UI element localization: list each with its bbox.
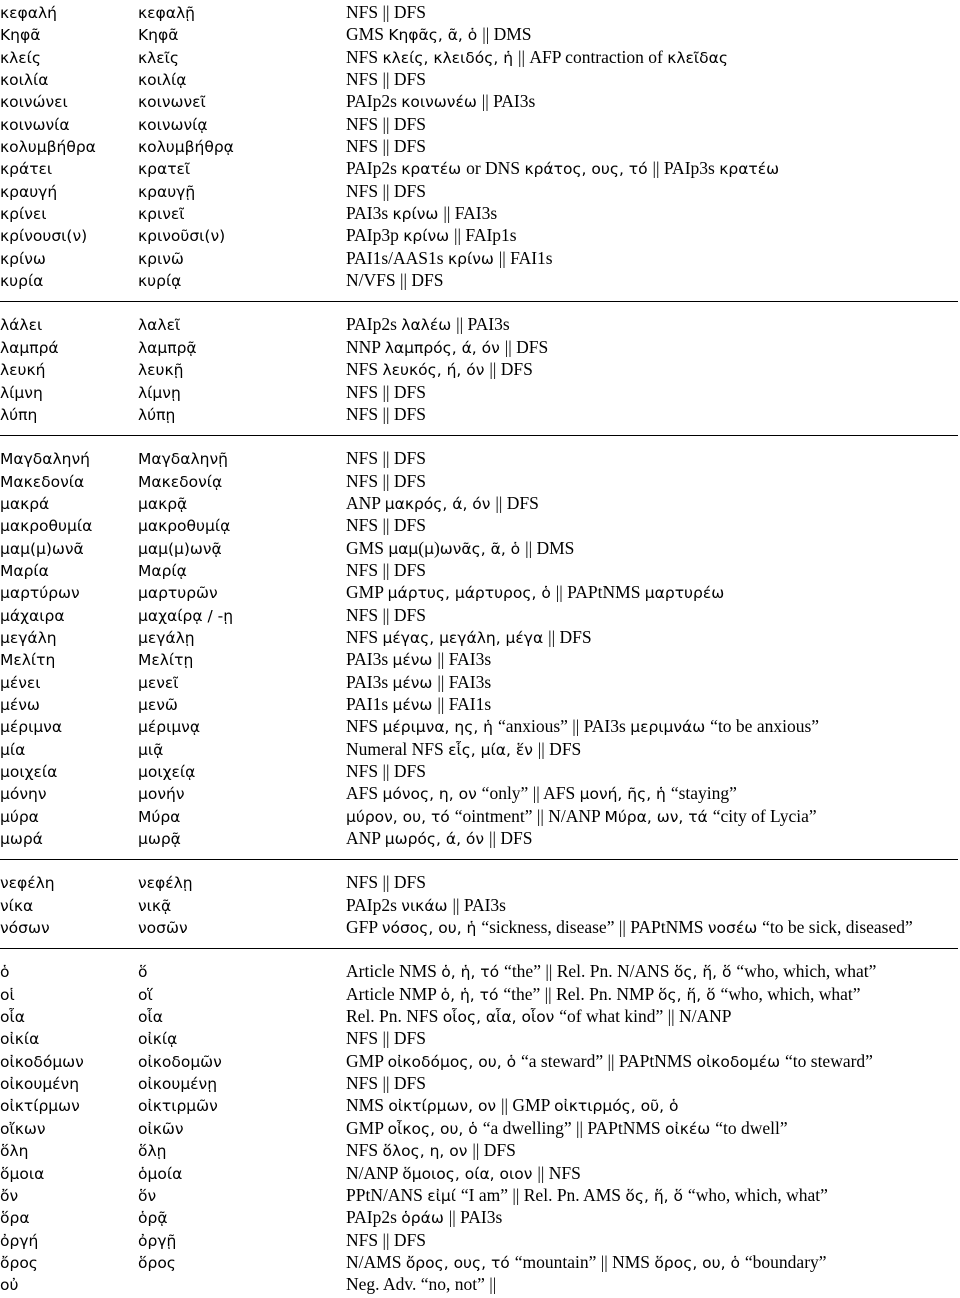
headword: μακρά	[0, 494, 50, 513]
parsing: Neg. Adv. “no, not” ||	[346, 1274, 497, 1295]
parsing: Article NMS ὁ, ἡ, τό “the” || Rel. Pn. N/ANS ὅς, ἥ, ὅ “who, which, what”	[346, 961, 877, 982]
headword: μοιχεία	[0, 763, 58, 781]
vocab-row	[0, 358, 960, 380]
accented-form: ὅν	[138, 1186, 157, 1205]
vocab-row	[0, 23, 960, 45]
vocab-row	[0, 1027, 960, 1049]
headword: οἰκοδόμων	[0, 1052, 84, 1071]
parsing: PAI3s μένω || FAI3s	[346, 649, 492, 670]
parsing: NFS μέριμνα, ης, ἡ “anxious” || PAI3s μεριμνάω “to be anxious”	[346, 716, 820, 737]
vocab-row	[0, 157, 960, 179]
accented-form: κρινεῖ	[138, 205, 185, 224]
vocab-row	[0, 135, 960, 157]
accented-form: οἷα	[138, 1008, 163, 1027]
vocab-row	[0, 916, 960, 938]
headword: μακροθυμία	[0, 517, 93, 536]
accented-form: οἰκουμένῃ	[138, 1075, 218, 1094]
vocab-row	[0, 1229, 960, 1251]
headword: μεγάλη	[0, 628, 57, 647]
accented-form: μιᾷ	[138, 740, 164, 759]
parsing: PPtN/ANS εἰμί “I am” || Rel. Pn. AMS ὅς, ἥ, ὅ “who, which, what”	[346, 1184, 828, 1205]
accented-form: οἰκῶν	[138, 1119, 184, 1138]
headword: Κηφᾶ	[0, 26, 41, 45]
vocab-row	[0, 1251, 960, 1273]
section-divider	[0, 435, 958, 436]
vocab-row	[0, 559, 960, 581]
headword: κράτει	[0, 160, 53, 179]
vocab-row	[0, 738, 960, 760]
parsing: PAIp2s κοινωνέω || PAI3s	[346, 91, 536, 112]
accented-form: κυρίᾳ	[138, 272, 182, 291]
parsing: NMS οἰκτίρμων, ον || GMP οἰκτιρμός, οῦ, ὁ	[346, 1095, 679, 1116]
vocab-row	[0, 648, 960, 670]
accented-form: κρινοῦσι(ν)	[138, 227, 226, 246]
parsing: Article NMP ὁ, ἡ, τό “the” || Rel. Pn. NMP ὅς, ἥ, ὅ “who, which, what”	[346, 983, 861, 1004]
vocab-row	[0, 604, 960, 626]
parsing: NFS ὅλος, η, ον || DFS	[346, 1140, 516, 1161]
accented-form: μαμ(μ)ωνᾷ	[138, 539, 222, 558]
headword: κολυμβήθρα	[0, 138, 96, 157]
vocab-row	[0, 1094, 960, 1116]
parsing: NFS || DFS	[346, 1028, 426, 1049]
headword: ὅμοια	[0, 1164, 45, 1183]
parsing: AFS μόνος, η, ον “only” || AFS μονή, ῆς, ἡ “staying”	[346, 783, 737, 804]
accented-form: μονήν	[138, 785, 185, 804]
headword: μωρά	[0, 830, 43, 849]
vocab-row	[0, 313, 960, 335]
vocab-section	[0, 960, 960, 1295]
accented-form: κρινῶ	[138, 249, 184, 268]
headword: κραυγή	[0, 182, 58, 201]
accented-form: κοιλίᾳ	[138, 71, 187, 90]
parsing: NFS || DFS	[346, 761, 426, 781]
vocab-row	[0, 113, 960, 135]
parsing: PAI3s κρίνω || FAI3s	[346, 203, 498, 224]
headword: λύπη	[0, 405, 38, 424]
headword: Μαρία	[0, 561, 49, 580]
section-divider	[0, 948, 958, 949]
vocab-row	[0, 671, 960, 693]
headword: μέριμνα	[0, 718, 63, 737]
accented-form: οἰκίᾳ	[138, 1030, 178, 1049]
accented-form: Μαρίᾳ	[138, 561, 187, 580]
vocab-row	[0, 805, 960, 827]
parsing: NFS || DFS	[346, 604, 426, 625]
vocab-row	[0, 247, 960, 269]
parsing: NFS || DFS	[346, 136, 426, 157]
accented-form: κρατεῖ	[138, 160, 191, 179]
parsing: Numeral NFS εἷς, μία, ἕν || DFS	[346, 738, 582, 759]
accented-form: κραυγῇ	[138, 182, 196, 201]
vocab-row	[0, 180, 960, 202]
headword: λευκή	[0, 361, 46, 380]
parsing: PAI1s μένω || FAI1s	[346, 693, 492, 714]
vocab-row	[0, 514, 960, 536]
headword: κεφαλή	[0, 4, 57, 22]
vocab-row	[0, 381, 960, 403]
accented-form: κεφαλῇ	[138, 4, 195, 22]
parsing: μύρον, ου, τό “ointment” || N/ANP Μύρα, ων, τά “city of Lycia”	[346, 805, 817, 826]
headword: ὀργή	[0, 1231, 39, 1250]
vocab-row	[0, 537, 960, 559]
headword: κλείς	[0, 48, 42, 67]
accented-form: ὁρᾷ	[138, 1209, 168, 1228]
parsing: PAIp2s νικάω || PAI3s	[346, 894, 506, 915]
section-divider	[0, 301, 958, 302]
accented-form: λίμνῃ	[138, 383, 181, 402]
vocab-row	[0, 336, 960, 358]
accented-form: Μελίτῃ	[138, 651, 194, 670]
vocab-row	[0, 403, 960, 425]
vocab-row	[0, 492, 960, 514]
headword: οἰκτίρμων	[0, 1097, 80, 1116]
vocab-row	[0, 90, 960, 112]
headword: νεφέλη	[0, 874, 55, 893]
accented-form: νεφέλῃ	[138, 874, 193, 893]
vocab-row	[0, 782, 960, 804]
headword: μόνην	[0, 785, 47, 804]
vocab-row	[0, 1072, 960, 1094]
headword: μαρτύρων	[0, 584, 80, 603]
headword: νόσων	[0, 919, 50, 938]
parsing: NFS || DFS	[346, 2, 426, 22]
vocab-row	[0, 983, 960, 1005]
vocab-row	[0, 1184, 960, 1206]
vocab-section	[0, 313, 960, 425]
parsing: ANP μωρός, ά, όν || DFS	[346, 828, 533, 849]
vocab-row	[0, 1139, 960, 1161]
vocab-row	[0, 224, 960, 246]
accented-form: λευκῇ	[138, 361, 184, 380]
vocab-row	[0, 1273, 960, 1295]
parsing: NFS || DFS	[346, 180, 426, 201]
parsing: ANP μακρός, ά, όν || DFS	[346, 492, 539, 513]
headword: μένω	[0, 695, 40, 714]
headword: Μαγδαληνή	[0, 450, 90, 469]
accented-form: λαλεῖ	[138, 316, 181, 335]
accented-form: κλεῖς	[138, 48, 180, 67]
headword: κρίνω	[0, 249, 46, 268]
headword: νίκα	[0, 896, 34, 915]
accented-form: κοινωνεῖ	[138, 93, 206, 112]
parsing: N/VFS || DFS	[346, 270, 444, 291]
accented-form: οἰκοδομῶν	[138, 1052, 222, 1071]
parsing: NFS || DFS	[346, 69, 426, 90]
parsing: NFS || DFS	[346, 113, 426, 134]
parsing: N/ANP ὅμοιος, οία, οιον || NFS	[346, 1162, 581, 1183]
vocab-row	[0, 715, 960, 737]
headword: κοιλία	[0, 71, 49, 90]
accented-form: μακρᾷ	[138, 494, 188, 513]
parsing: NFS || DFS	[346, 872, 426, 893]
accented-form: νικᾷ	[138, 896, 172, 915]
headword: οὐ	[0, 1276, 19, 1295]
parsing: NNP λαμπρός, ά, όν || DFS	[346, 336, 549, 357]
parsing: NFS κλείς, κλειδός, ἡ || AFP contraction of κλεῖδας	[346, 46, 728, 67]
parsing: GMS μαμ(μ)ωνᾶς, ᾶ, ὁ || DMS	[346, 537, 575, 558]
headword: ὅλη	[0, 1142, 29, 1161]
parsing: NFS || DFS	[346, 403, 426, 424]
vocab-row	[0, 871, 960, 893]
vocab-row	[0, 827, 960, 849]
parsing: NFS || DFS	[346, 381, 426, 402]
parsing: GFP νόσος, ου, ἡ “sickness, disease” || PAPtNMS νοσέω “to be sick, diseased”	[346, 917, 913, 938]
vocab-row	[0, 581, 960, 603]
accented-form: ὀργῇ	[138, 1231, 177, 1250]
accented-form: κοινωνίᾳ	[138, 115, 208, 134]
accented-form: οἵ	[138, 985, 153, 1004]
accented-form: Μαγδαληνῇ	[138, 450, 228, 469]
parsing: NFS || DFS	[346, 448, 426, 469]
headword: ὅρα	[0, 1209, 30, 1228]
headword: οἴκων	[0, 1119, 46, 1138]
headword: ὁ	[0, 963, 10, 982]
parsing: Rel. Pn. NFS οἷος, αἷα, οἷον “of what kind” || N/ANP	[346, 1006, 732, 1027]
accented-form: ὅλῃ	[138, 1142, 167, 1161]
headword: ὄν	[0, 1186, 19, 1205]
parsing: PAIp2s ὁράω || PAI3s	[346, 1207, 503, 1228]
headword: λίμνη	[0, 383, 43, 402]
parsing: N/AMS ὄρος, ους, τό “mountain” || NMS ὅρος, ου, ὁ “boundary”	[346, 1251, 827, 1272]
accented-form: νοσῶν	[138, 919, 188, 938]
headword: κοινωνία	[0, 115, 70, 134]
accented-form: ὅρος	[138, 1253, 176, 1272]
vocab-row	[0, 470, 960, 492]
parsing: NFS || DFS	[346, 559, 426, 580]
accented-form: ὅ	[138, 963, 148, 982]
vocab-row	[0, 960, 960, 982]
accented-form: μαρτυρῶν	[138, 584, 218, 603]
vocab-row	[0, 1, 960, 23]
parsing: NFS λευκός, ή, όν || DFS	[346, 359, 533, 380]
parsing: NFS || DFS	[346, 515, 426, 536]
vocab-row	[0, 1162, 960, 1184]
accented-form: μοιχείᾳ	[138, 763, 196, 781]
vocab-row	[0, 693, 960, 715]
accented-form: μακροθυμίᾳ	[138, 517, 231, 536]
headword: κρίνουσι(ν)	[0, 227, 88, 246]
parsing: NFS || DFS	[346, 1073, 426, 1094]
vocab-row	[0, 46, 960, 68]
vocab-row	[0, 1117, 960, 1139]
accented-form: μενῶ	[138, 695, 178, 714]
headword: μάχαιρα	[0, 606, 65, 625]
vocab-section	[0, 447, 960, 849]
accented-form: Μακεδονίᾳ	[138, 472, 223, 491]
parsing: PAIp2s κρατέω or DNS κράτος, ους, τό || PAIp3s κρατέω	[346, 158, 780, 179]
parsing: PAIp2s λαλέω || PAI3s	[346, 314, 510, 335]
vocab-row	[0, 894, 960, 916]
headword: οἰκία	[0, 1030, 40, 1049]
accented-form: οἰκτιρμῶν	[138, 1097, 218, 1116]
headword: κοινώνει	[0, 93, 68, 112]
headword: μύρα	[0, 807, 39, 826]
vocab-row	[0, 269, 960, 291]
section-divider	[0, 859, 958, 860]
vocab-row	[0, 68, 960, 90]
vocab-section	[0, 1, 960, 291]
parsing: NFS μέγας, μεγάλη, μέγα || DFS	[346, 626, 592, 647]
accented-form: κολυμβήθρᾳ	[138, 138, 234, 157]
accented-form: μεγάλῃ	[138, 628, 195, 647]
parsing: NFS || DFS	[346, 470, 426, 491]
parsing: PAI3s μένω || FAI3s	[346, 671, 492, 692]
headword: κυρία	[0, 272, 44, 291]
accented-form: μέριμνᾳ	[138, 718, 201, 737]
headword: ὄρος	[0, 1253, 38, 1272]
accented-form: λύπῃ	[138, 405, 176, 424]
accented-form: Κηφᾶ	[138, 26, 179, 45]
headword: μαμ(μ)ωνᾶ	[0, 539, 84, 558]
headword: μία	[0, 740, 26, 759]
vocab-row	[0, 1005, 960, 1027]
accented-form: ὁμοία	[138, 1164, 183, 1183]
headword: Μακεδονία	[0, 472, 85, 491]
headword: Μελίτη	[0, 651, 56, 670]
headword: οἱ	[0, 985, 15, 1004]
vocab-row	[0, 626, 960, 648]
headword: μένει	[0, 673, 41, 692]
parsing: NFS || DFS	[346, 1229, 426, 1250]
accented-form: μαχαίρᾳ / -ῃ	[138, 606, 234, 625]
parsing: PAI1s/AAS1s κρίνω || FAI1s	[346, 247, 553, 268]
vocab-row	[0, 760, 960, 782]
parsing: PAIp3p κρίνω || FAIp1s	[346, 225, 517, 246]
parsing: GMP οἶκος, ου, ὁ “a dwelling” || PAPtNMS οἰκέω “to dwell”	[346, 1117, 788, 1138]
headword: λαμπρά	[0, 338, 59, 357]
vocab-row	[0, 1050, 960, 1072]
accented-form: Μύρα	[138, 807, 181, 826]
vocab-row	[0, 202, 960, 224]
vocab-section	[0, 871, 960, 938]
parsing: GMP μάρτυς, μάρτυρος, ὁ || PAPtNMS μαρτυρέω	[346, 582, 725, 603]
accented-form: μωρᾷ	[138, 830, 181, 849]
vocab-row	[0, 447, 960, 469]
headword: λάλει	[0, 316, 43, 335]
parsing: GMS Κηφᾶς, ᾶ, ὁ || DMS	[346, 24, 532, 45]
headword: οἷα	[0, 1008, 25, 1027]
vocab-row	[0, 1206, 960, 1228]
accented-form: μενεῖ	[138, 673, 179, 692]
parsing: GMP οἰκοδόμος, ου, ὁ “a steward” || PAPtNMS οἰκοδομέω “to steward”	[346, 1050, 873, 1071]
headword: οἰκουμένη	[0, 1075, 80, 1094]
accented-form: λαμπρᾷ	[138, 338, 197, 357]
headword: κρίνει	[0, 205, 47, 224]
